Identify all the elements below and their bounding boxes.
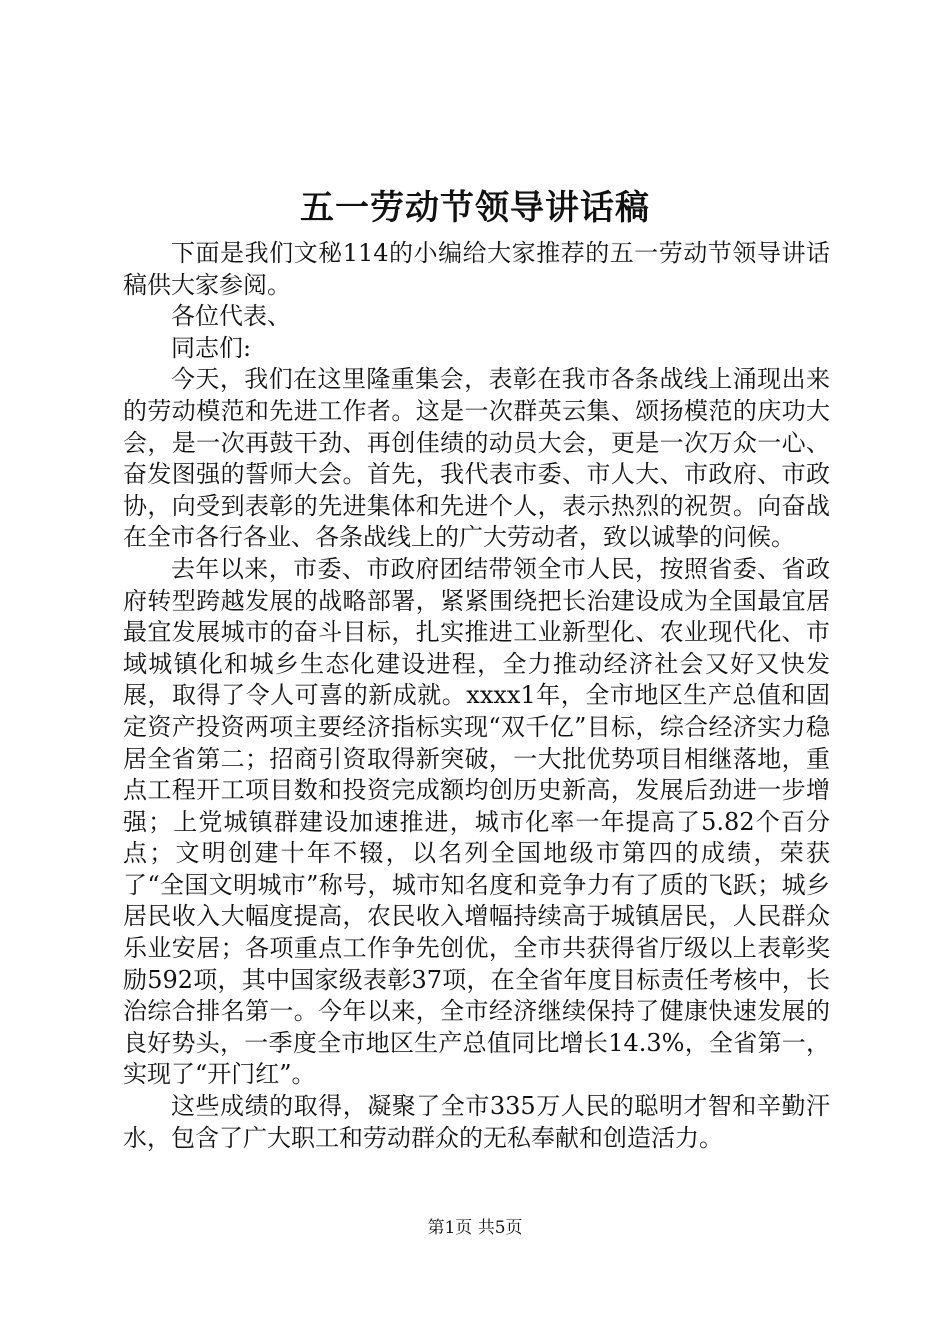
salutation-line: 各位代表、	[171, 302, 291, 331]
body-paragraph: 去年以来，市委、市政府团结带领全市人民，按照省委、省政府转型跨越发展的战略部署，紧紧围绕把长治建设成为全国最宜居最宜发展城市的奋斗目标，扎实推进工业新型化、农业现代化、市域城镇化和城乡生态化建设进程，全力推动经济社会又好又快发展，取得了令人可喜的新成就。xxxx1年，全市地区生产总值和固定资产投资两项主要经济指标实现“双千亿”目标，综合经济实力稳居全省第二；招商引资取得新突破，一大批优势项目相继落地，重点工程开工项目数和投资完成额均创历史新高，发展后劲进一步增强；上党城镇群建设加速推进，城市化率一年提高了5.82个百分点；文明创建十年不辍，以名列全国地级市第四的成绩，荣获了“全国文明城市”称号，城市知名度和竞争力有了质的飞跃；城乡居民收入大幅度提高，农民收入增幅持续高于城镇居民，人民群众乐业安居；各项重点工作争先创优，全市共获得省厅级以上表彰奖励592项，其中国家级表彰37项，在全省年度目标责任考核中，长治综合排名第一。今年以来，全市经济继续保持了健康快速发展的良好势头，一季度全市地区生产总值同比增长14.3%，全省第一，实现了“开门红”。	[123, 554, 830, 1089]
body-paragraph: 今天，我们在这里隆重集会，表彰在我市各条战线上涌现出来的劳动模范和先进工作者。这是一次群英云集、颂扬模范的庆功大会，是一次再鼓干劲、再创佳绩的动员大会，更是一次万众一心、奋发图强的誓师大会。首先，我代表市委、市人大、市政府、市政协，向受到表彰的先进集体和先进个人，表示热烈的祝贺。向奋战在全市各行各业、各条战线上的广大劳动者，致以诚挚的问候。	[123, 365, 830, 552]
body-paragraph: 这些成绩的取得，凝聚了全市335万人民的聪明才智和辛勤汗水，包含了广大职工和劳动群众的无私奉献和创造活力。	[123, 1092, 830, 1152]
document-title: 五一劳动节领导讲话稿	[300, 188, 650, 228]
intro-paragraph: 下面是我们文秘114的小编给大家推荐的五一劳动节领导讲话稿供大家参阅。	[123, 239, 830, 299]
salutation-line: 同志们:	[171, 333, 252, 362]
document-body	[123, 238, 830, 1154]
page-number: 第1页 共5页	[427, 1218, 523, 1238]
